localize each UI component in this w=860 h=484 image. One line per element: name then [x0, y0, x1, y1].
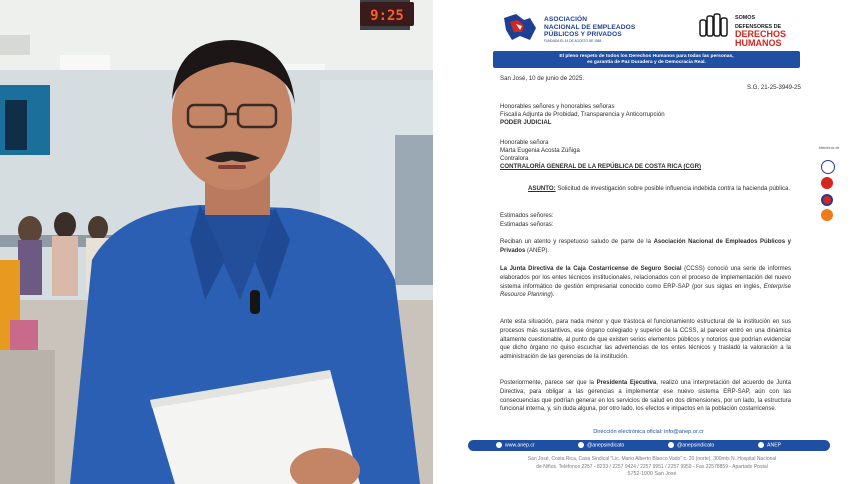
subject-line — [528, 185, 790, 192]
recipient2-role: Contralora — [500, 155, 529, 162]
recipient1-institution: PODER JUDICIAL — [500, 119, 552, 126]
banner-line-1: El pleno respeto de todos los Derechos Humanos para todas las personas, — [559, 54, 734, 59]
recipient1-office: Fiscalía Adjunta de Probidad, Transparencia y Anticorrupción — [500, 111, 665, 118]
wall-clock-display: 9:25 — [370, 8, 404, 24]
membership-panel — [812, 146, 846, 222]
footer-address — [497, 456, 807, 479]
p4-text-a: Posteriormente, parece ser que la — [500, 380, 597, 386]
greeting-2: Estimadas señoras: — [500, 221, 554, 228]
p2-text-a: La Junta Directiva de la Caja Costarricense de Seguro Social — [500, 266, 682, 272]
footer-x-text: @anepsindicato — [677, 442, 715, 449]
footer-fb-text: @anepsindicato — [587, 442, 625, 449]
membership-logo-1-icon — [821, 160, 835, 174]
p2-text-d: ). — [550, 292, 555, 299]
recipient2-salutation: Honorable señora — [500, 139, 549, 146]
p4-text-c: , realizó una interpretación del acuerdo de Junta Directiva, para obligar a las gerencias a implementar ese nuevo sistema ERP-SAP, aún con las consecuencias que podrían generar en los servicios de salud en dos dimensiones, por un lado, la estructura funcional interna, y, sin duda alguna, por otro lado, los efectos e impactos en la población costarricense. — [500, 380, 791, 413]
footer-address-line-1: San José, Costa Rica, Casa Sindical "Lic. Mario Alberto Blanco Vado" c. 20 (norte), 300mts N. Hospital Nacional — [527, 456, 777, 462]
footer-web-text: www.anep.cr — [505, 442, 535, 449]
letter-document — [437, 0, 860, 484]
paragraph-4 — [500, 379, 791, 414]
motto-banner — [493, 51, 800, 68]
globe-icon — [496, 442, 502, 448]
anep-logo — [500, 10, 690, 46]
footer-address-line-2: de Niños. Teléfonos 2257 - 8233 / 2257 9424 / 2257 9951 / 2257 9959 - Fax 22578859 - Apartado Postal — [536, 463, 768, 470]
greeting-1: Estimados señores: — [500, 212, 554, 219]
logo-org-name — [544, 16, 684, 39]
recipient2-institution: CONTRALORÍA GENERAL DE LA REPÚBLICA DE COSTA RICA (CGR) — [500, 163, 702, 170]
rights-line-2: DEFENSORES DE — [735, 24, 782, 30]
rights-slogan — [735, 21, 810, 47]
logo-line-1: ASOCIACIÓN — [544, 16, 588, 23]
membership-logo-3-icon — [821, 194, 833, 206]
footer-email: Dirección electrónica oficial: info@anep.or.cr — [593, 429, 704, 435]
paragraph-3: Ante esta situación, para nada menor y que trastoca el funcionamiento estructural de la institución en sus procesos más sustantivos, ese órgano colegiado y superior de la CCSS, al parecer entró en una dinámica altamente cuestionable, al punto de que existen serios elementos públicos y notorios que podrían evidenciar que dicho órgano no quiso escuchar las advertencias de los entes técnicos y trasladó la valoración a la administración de las gerencias de la institución. — [500, 319, 791, 361]
recipient1-salutation: Honorables señores y honorables señoras — [500, 103, 615, 110]
footer-address-line-3: 5752-1000 San José — [627, 471, 677, 478]
human-rights-logo — [697, 12, 817, 48]
membership-logo-4-icon — [821, 209, 833, 221]
footer-web-link[interactable] — [496, 442, 535, 449]
paragraph-2 — [500, 265, 791, 300]
footer-youtube-link[interactable] — [758, 442, 781, 449]
youtube-icon — [758, 442, 764, 448]
reference-number: S.G. 21-25-3949-25 — [747, 84, 801, 91]
p2-text-b: (CCSS) conoció una serie de informes elaborados por los entes técnicos institucionales, relacionados con el proceso de implementación del nuevo sistema informático de gestión empresarial conocido como ERP-SAP (por sus siglas en inglés, — [500, 266, 791, 290]
facebook-icon — [578, 442, 584, 448]
membership-label: Miembros de — [818, 146, 840, 150]
x-icon — [668, 442, 674, 448]
footer-yt-text: ANEP — [767, 442, 782, 449]
footer-x-link[interactable] — [668, 442, 714, 449]
rights-line-3: DERECHOS HUMANOS — [735, 29, 787, 48]
p2-text-c: Enterprise Resource Planning — [500, 283, 791, 299]
p1-text-a: Reciban un atento y respetuoso saludo de parte de la — [500, 239, 654, 245]
footer-social-bar — [468, 440, 830, 451]
banner-line-2: es garantía de Paz Duradera y de Democracia Real. — [587, 60, 706, 65]
p1-text-b: Asociación Nacional de Empleados Públicos y Privados — [500, 239, 791, 254]
place-date: San José, 10 de junio de 2025. — [500, 75, 585, 82]
logo-founded: FUNDADA EL 14 DE AGOSTO DE 1958 — [544, 39, 602, 43]
raised-fists-icon — [697, 12, 731, 42]
p1-text-c: (ANEP). — [525, 247, 550, 254]
subject-label: ASUNTO: — [528, 185, 556, 192]
logo-line-3: PÚBLICOS Y PRIVADOS — [544, 31, 622, 39]
rights-line-1: SOMOS — [735, 15, 756, 21]
subject-text: Solicitud de investigación sobre posible influencia indebida contra la hacienda pública. — [557, 185, 791, 192]
logo-line-2: NACIONAL DE EMPLEADOS — [544, 23, 636, 31]
paragraph-1 — [500, 238, 791, 256]
recipient2-name: Marta Eugenia Acosta Zúñiga — [500, 147, 580, 154]
costa-rica-map-icon — [500, 10, 540, 46]
footer-facebook-link[interactable] — [578, 442, 624, 449]
p4-text-b: Presidenta Ejecutiva — [596, 380, 657, 386]
membership-logo-2-icon — [821, 177, 833, 189]
